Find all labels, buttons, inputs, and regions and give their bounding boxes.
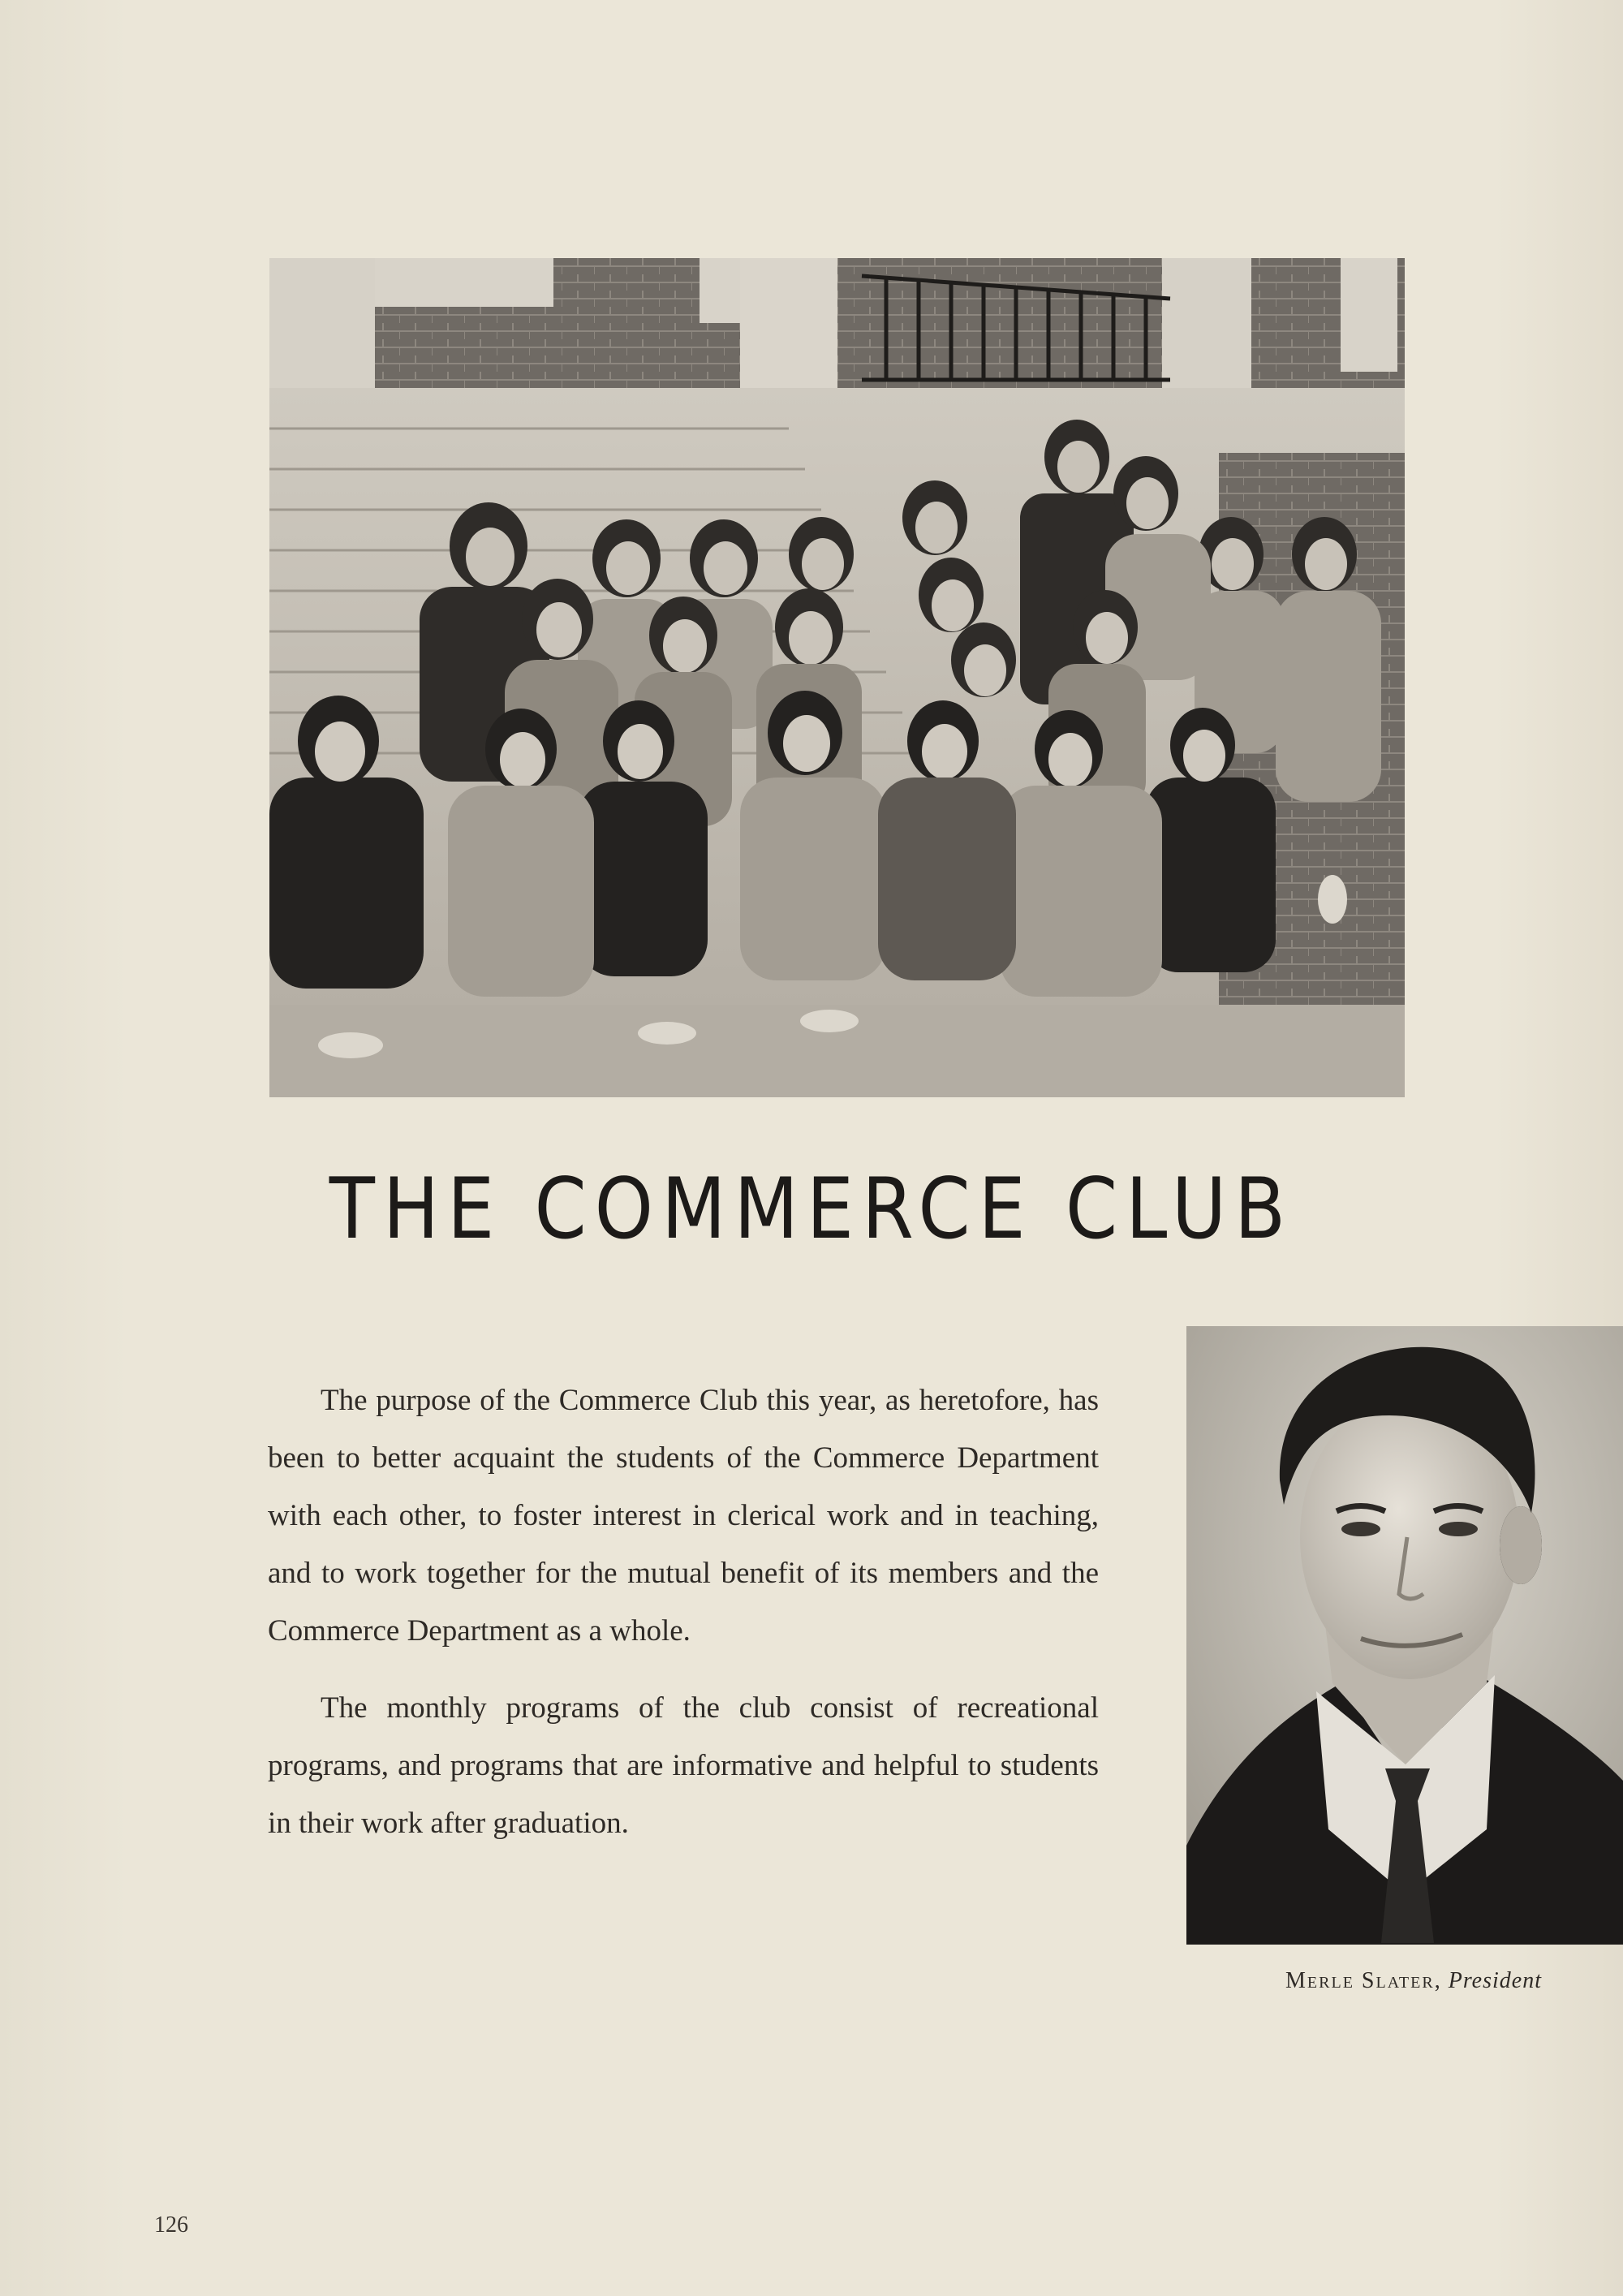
caption-role: President	[1448, 1968, 1542, 1993]
president-portrait	[1186, 1326, 1623, 1945]
portrait-caption	[1186, 1968, 1542, 1994]
caption-name: Merle Slater,	[1285, 1968, 1442, 1993]
page-title: THE COMMERCE CLUB	[329, 1161, 1294, 1258]
page-number: 126	[154, 2212, 188, 2238]
paragraph-programs: The monthly programs of the club consist of recreational programs, and programs that are informative and helpful to students in their work after graduation.	[268, 1691, 1099, 1840]
paragraph-purpose: The purpose of the Commerce Club this year, as heretofore, has been to better acquaint the students of the Commerce Department with each other, to foster interest in clerical work and in teaching, and to work together for the mutual benefit of its members and the Commerce Department as a whole.	[268, 1384, 1099, 1648]
article-body	[268, 1372, 1099, 1872]
group-photo	[269, 258, 1405, 1097]
